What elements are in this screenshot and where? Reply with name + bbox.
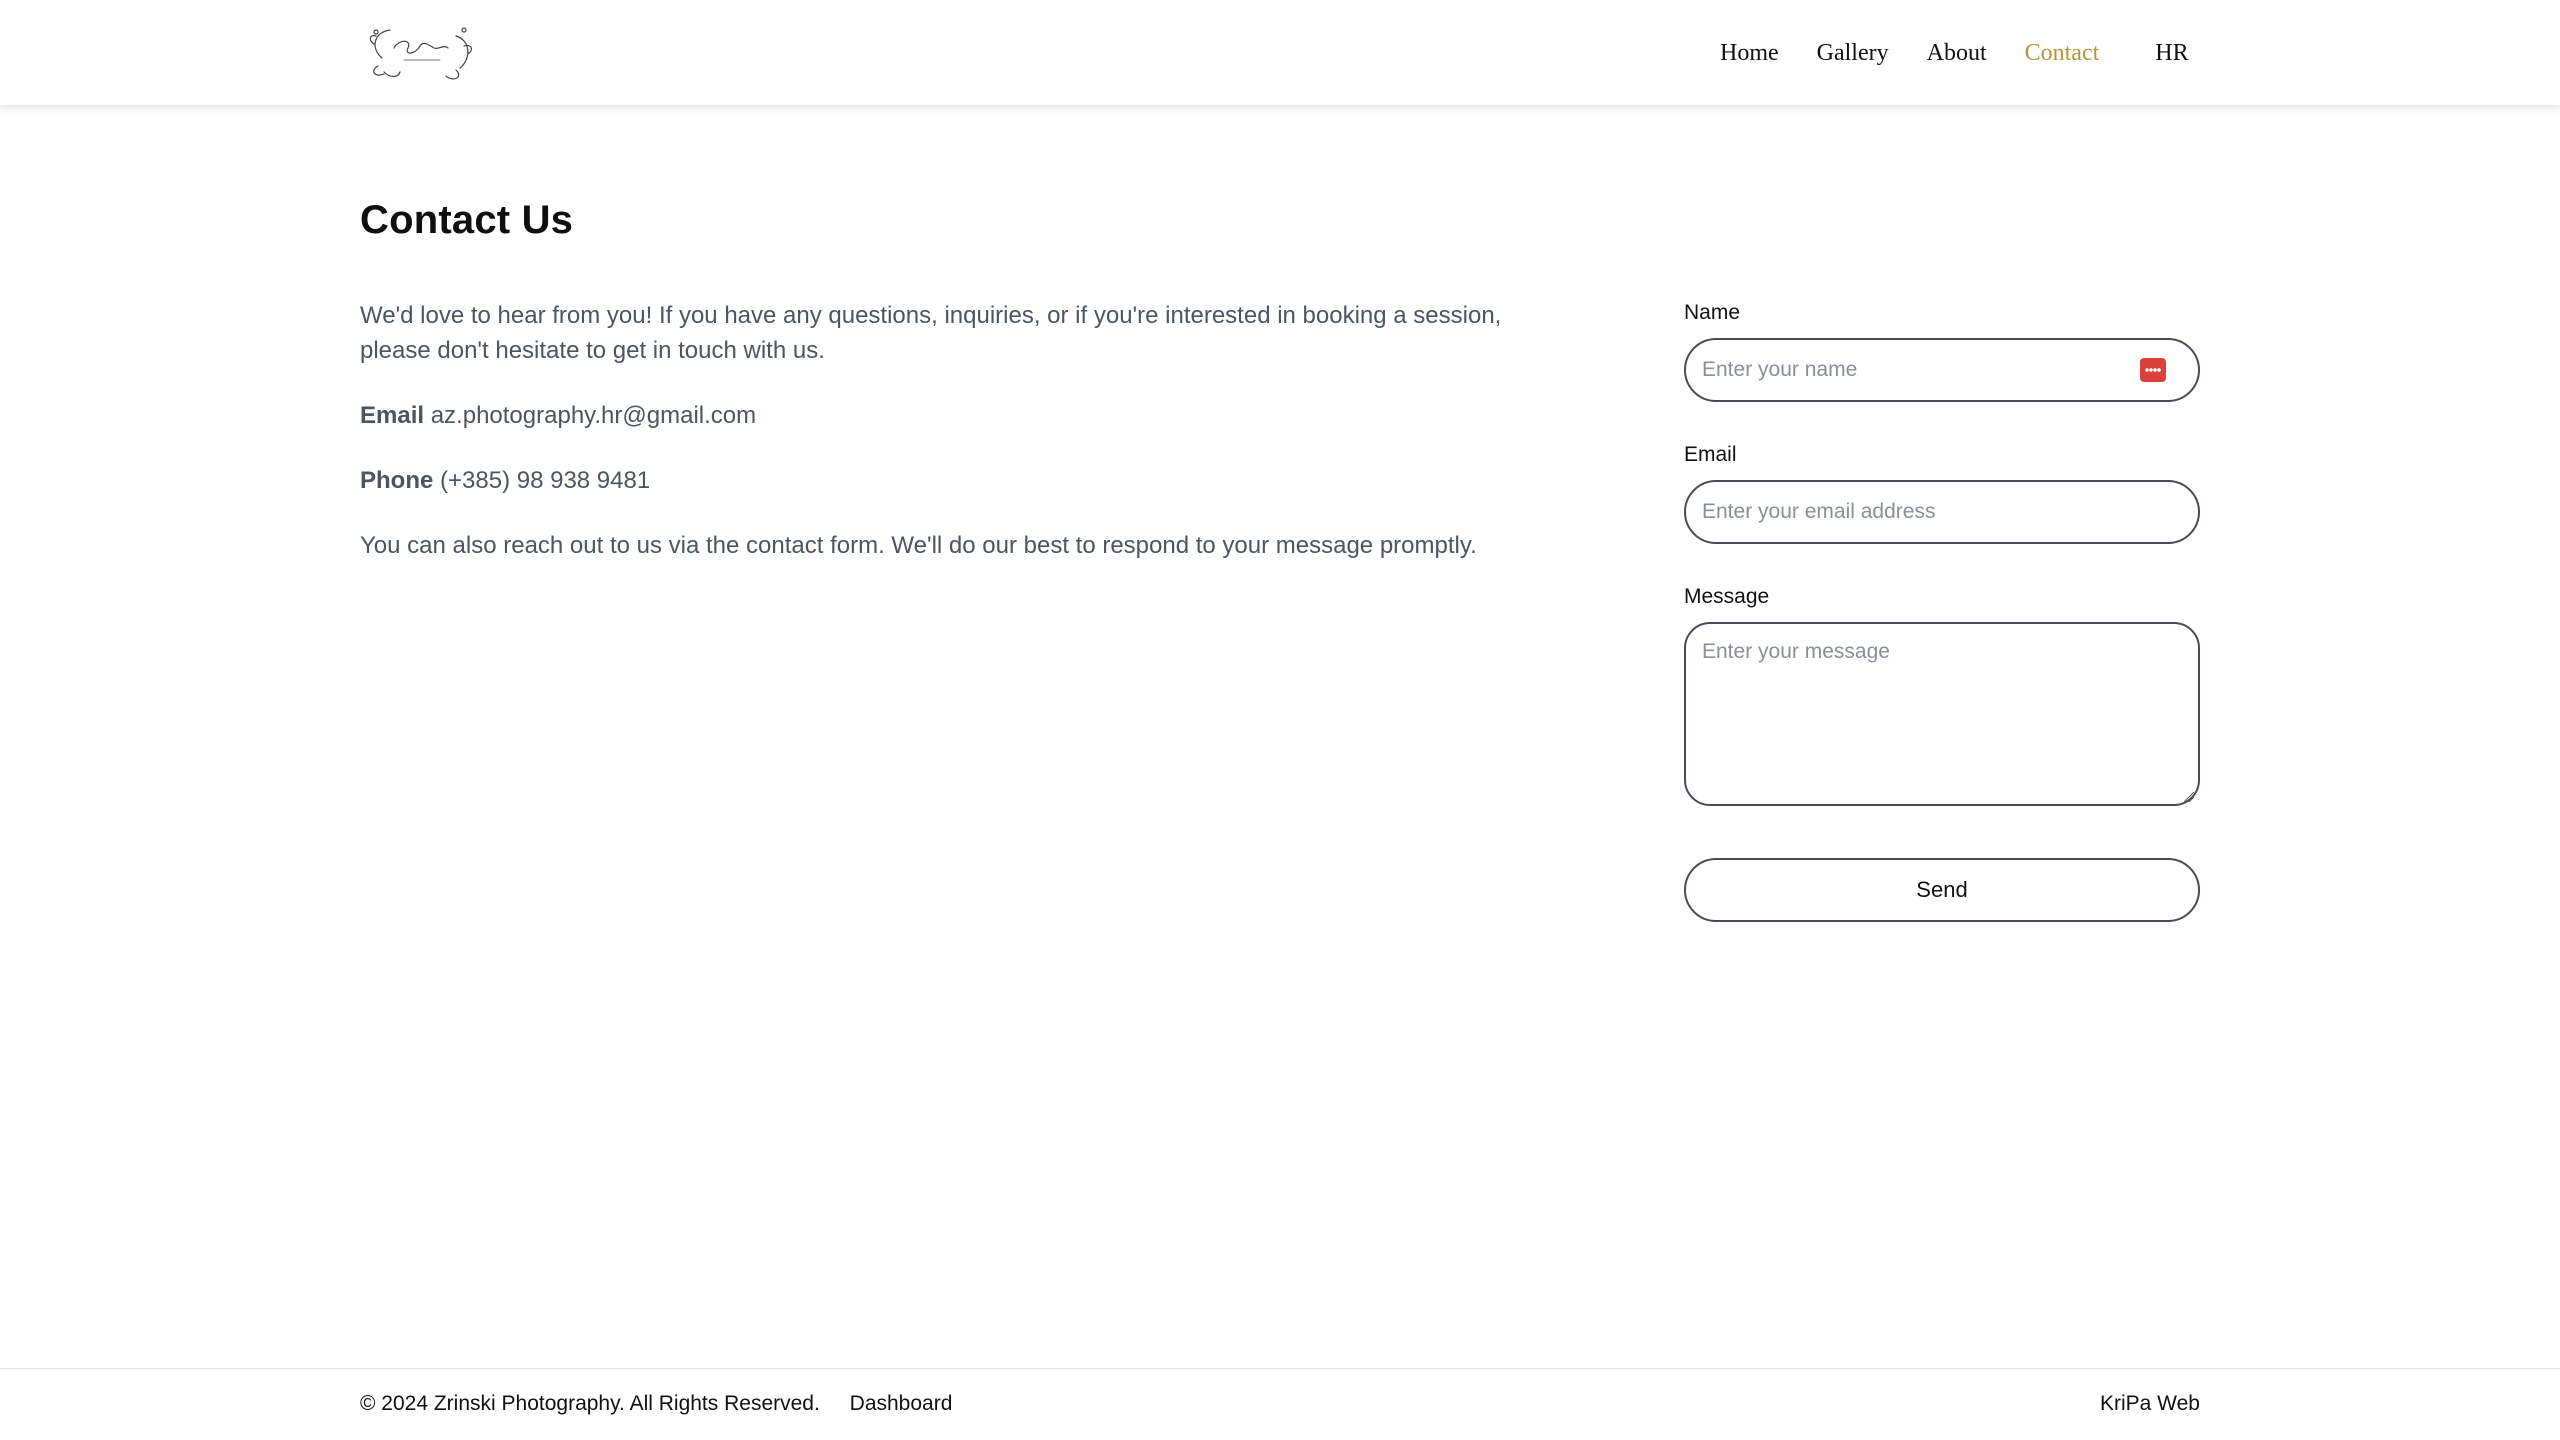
- password-manager-icon[interactable]: [2140, 358, 2166, 382]
- name-field-wrap: [1684, 338, 2200, 402]
- phone-line: [360, 463, 1560, 498]
- email-address[interactable]: az.photography.hr@gmail.com: [430, 402, 757, 429]
- email-field-wrap: [1684, 480, 2200, 544]
- site-footer: [0, 1368, 2560, 1440]
- nav-item-about[interactable]: About: [1926, 39, 1987, 66]
- send-button[interactable]: Send: [1684, 858, 2200, 922]
- site-header: [0, 0, 2560, 105]
- email-label: Email: [360, 402, 425, 429]
- outro-text: You can also reach out to us via the contact form. We'll do our best to respond to your message promptly.: [360, 532, 1477, 559]
- floral-signature-logo-icon: [360, 18, 480, 86]
- page-title: Contact Us: [360, 198, 574, 242]
- footer-left: [360, 1392, 952, 1416]
- dashboard-link[interactable]: Dashboard: [849, 1392, 953, 1415]
- main-nav: [1720, 36, 2189, 70]
- message-label: Message: [1684, 585, 1770, 608]
- language-switch[interactable]: HR: [2155, 39, 2189, 66]
- email-line: [360, 398, 1560, 433]
- message-field-wrap: [1684, 622, 2200, 806]
- email-field-label: Email: [1684, 443, 1737, 466]
- message-textarea[interactable]: [1684, 622, 2200, 806]
- credit-link[interactable]: KriPa Web: [2100, 1392, 2200, 1415]
- resize-handle-icon[interactable]: [2184, 792, 2194, 802]
- intro-text: We'd love to hear from you! If you have any questions, inquiries, or if you're interested in booking a session, please don't hesitate to get in touch with us.: [360, 302, 1502, 364]
- nav-item-home[interactable]: Home: [1720, 39, 1779, 66]
- site-logo[interactable]: [360, 18, 480, 86]
- phone-label: Phone: [360, 467, 434, 494]
- name-input[interactable]: [1684, 338, 2200, 402]
- contact-form: [1684, 298, 2200, 922]
- email-input[interactable]: [1684, 480, 2200, 544]
- name-label: Name: [1684, 301, 1741, 324]
- contact-info: [360, 298, 1560, 593]
- nav-item-gallery[interactable]: Gallery: [1816, 39, 1889, 66]
- phone-number[interactable]: (+385) 98 938 9481: [440, 467, 651, 494]
- copyright-text: © 2024 Zrinski Photography. All Rights Reserved.: [360, 1392, 820, 1415]
- nav-item-contact[interactable]: Contact: [2024, 39, 2100, 66]
